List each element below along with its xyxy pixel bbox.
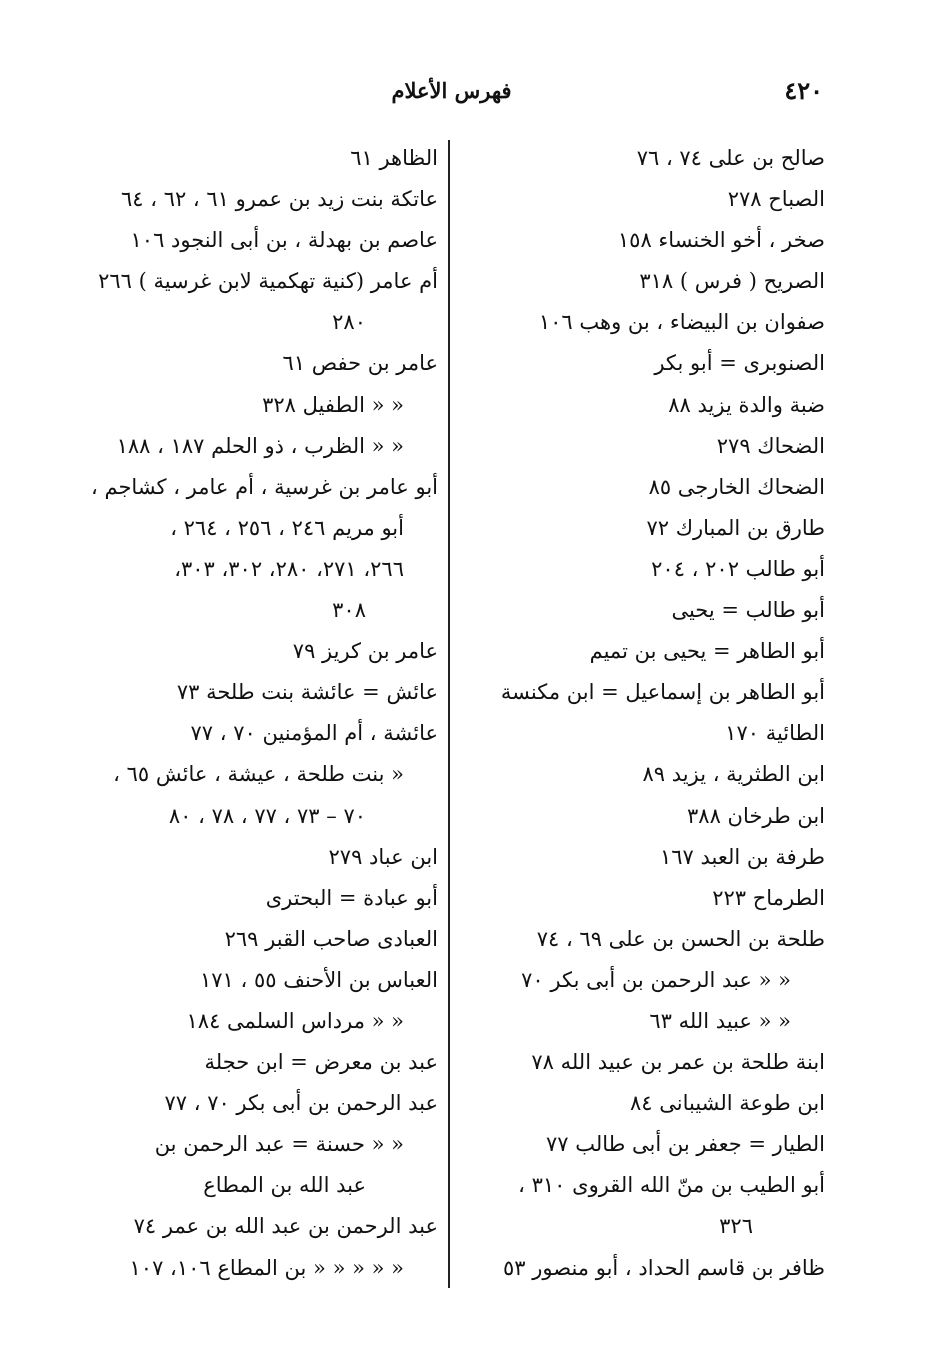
index-entry: ضبة والدة يزيد ٨٨ [668, 392, 825, 417]
index-entry: العبادى صاحب القبر ٢٦٩ [224, 926, 438, 951]
column-divider [448, 140, 450, 1288]
index-entry: عبد بن معرض = ابن حجلة [204, 1050, 438, 1075]
index-entry: أبو طالب ٢٠٢ ، ٢٠٤ [651, 556, 825, 581]
index-entry: الطائية ١٧٠ [725, 721, 825, 746]
index-entry: ٣٠٨ [332, 598, 366, 623]
index-entry: عائش = عائشة بنت طلحة ٧٣ [176, 680, 438, 705]
index-entry: « « عبد الرحمن بن أبى بكر ٧٠ [521, 967, 791, 992]
index-column-right [485, 138, 825, 1289]
index-entry: عاصم بن بهدلة ، بن أبى النجود ١٠٦ [130, 228, 438, 253]
index-entry: ابن الطثرية ، يزيد ٨٩ [642, 762, 825, 787]
index-entry: عاتكة بنت زيد بن عمرو ٦١ ، ٦٢ ، ٦٤ [120, 187, 438, 212]
index-entry: طلحة بن الحسن بن على ٦٩ ، ٧٤ [536, 926, 825, 951]
page-number: ٤٢٠ [784, 76, 823, 105]
index-entry: عامر بن حفص ٦١ [282, 351, 438, 376]
index-entry: ٧٠ – ٧٣ ، ٧٧ ، ٧٨ ، ٨٠ [168, 803, 366, 828]
index-entry: عبد الله بن المطاع [203, 1173, 366, 1198]
index-entry: الطيار = جعفر بن أبى طالب ٧٧ [545, 1132, 825, 1157]
index-entry: « « حسنة = عبد الرحمن بن [154, 1132, 404, 1157]
index-column-left [68, 138, 438, 1289]
index-entry: عامر بن كريز ٧٩ [292, 639, 438, 664]
index-entry: « بنت طلحة ، عيشة ، عائش ٦٥ ، [113, 762, 404, 787]
index-entry: عبد الرحمن بن عبد الله بن عمر ٧٤ [133, 1214, 438, 1239]
index-entry: الظاهر ٦١ [350, 146, 438, 170]
index-entry: « « مرداس السلمى ١٨٤ [186, 1008, 404, 1033]
index-entry: « « عبيد الله ٦٣ [649, 1008, 791, 1033]
index-entry: ٢٨٠ [332, 310, 366, 335]
index-entry: أبو الطاهر بن إسماعيل = ابن مكنسة [500, 680, 825, 705]
page-header [80, 76, 823, 110]
index-entry: ابنة طلحة بن عمر بن عبيد الله ٧٨ [531, 1050, 825, 1075]
index-entry: الضحاك ٢٧٩ [716, 433, 825, 458]
index-entry: ابن طرخان ٣٨٨ [687, 803, 825, 828]
index-entry: صفوان بن البيضاء ، بن وهب ١٠٦ [538, 310, 825, 335]
index-entry: عبد الرحمن بن أبى بكر ٧٠ ، ٧٧ [164, 1091, 438, 1116]
index-entry: أبو عامر بن غرسية ، أم عامر ، كشاجم ، [91, 474, 438, 499]
index-entry: أبو عبادة = البحترى [265, 885, 438, 910]
index-entry: الضحاك الخارجى ٨٥ [648, 474, 825, 499]
index-entry: ٣٢٦ [719, 1214, 753, 1239]
index-entry: طارق بن المبارك ٧٢ [646, 515, 825, 540]
index-entry: ٢٦٦، ٢٧١، ٢٨٠، ٣٠٢، ٣٠٣، [174, 556, 404, 581]
index-entry: العباس بن الأحنف ٥٥ ، ١٧١ [199, 967, 438, 992]
index-entry: ابن عباد ٢٧٩ [328, 844, 438, 869]
index-entry: « « « « « بن المطاع ١٠٦، ١٠٧ [129, 1255, 404, 1280]
index-entry: الصباح ٢٧٨ [727, 187, 825, 212]
index-entry: أم عامر (كنية تهكمية لابن غرسية ) ٢٦٦ [98, 269, 438, 294]
index-entry: عائشة ، أم المؤمنين ٧٠ ، ٧٧ [190, 721, 438, 746]
index-entry: ابن طوعة الشيبانى ٨٤ [630, 1091, 825, 1116]
index-entry: طرفة بن العبد ١٦٧ [659, 844, 825, 869]
index-entry: أبو الطاهر = يحيى بن تميم [589, 639, 825, 664]
index-entry: ظافر بن قاسم الحداد ، أبو منصور ٥٣ [503, 1255, 825, 1280]
index-entry: صخر ، أخو الخنساء ١٥٨ [617, 228, 825, 253]
index-entry: « « الظرب ، ذو الحلم ١٨٧ ، ١٨٨ [116, 433, 404, 458]
index-entry: الصنوبرى = أبو بكر [654, 351, 825, 376]
index-entry: « « الطفيل ٣٢٨ [262, 392, 404, 417]
index-entry: أبو طالب = يحيى [671, 598, 825, 623]
index-entry: صالح بن على ٧٤ ، ٧٦ [636, 146, 825, 170]
index-entry: الصريح ( فرس ) ٣١٨ [639, 269, 825, 294]
index-entry: أبو مريم ٢٤٦ ، ٢٥٦ ، ٢٦٤ ، [170, 515, 404, 540]
running-title: فهرس الأعلام [391, 78, 512, 103]
index-entry: أبو الطيب بن منّ الله القروى ٣١٠ ، [518, 1173, 825, 1198]
index-entry: الطرماح ٢٢٣ [712, 885, 825, 910]
